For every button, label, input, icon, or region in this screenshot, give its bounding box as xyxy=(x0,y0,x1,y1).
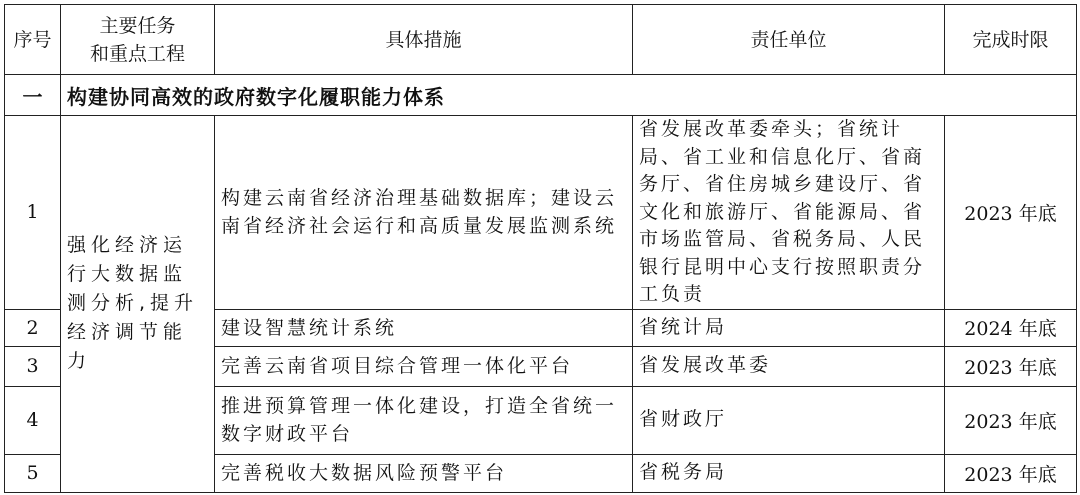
task-table xyxy=(4,4,1077,493)
row-unit: 省财政厅 xyxy=(633,386,945,454)
header-task xyxy=(61,5,215,75)
header-task-line2: 和重点工程 xyxy=(89,42,185,65)
row-unit: 省发展改革委 xyxy=(633,346,945,386)
header-measures: 具体措施 xyxy=(215,5,633,75)
row-measures: 完善税收大数据风险预警平台 xyxy=(215,454,633,492)
row-deadline: 2023 年底 xyxy=(945,116,1077,310)
header-unit: 责任单位 xyxy=(633,5,945,75)
section-no: 一 xyxy=(5,75,61,116)
row-no: 3 xyxy=(5,346,61,386)
row-unit: 省统计局 xyxy=(633,309,945,346)
row-deadline: 2023 年底 xyxy=(945,454,1077,492)
row-deadline: 2024 年底 xyxy=(945,309,1077,346)
header-task-line1: 主要任务 xyxy=(99,14,176,37)
header-no: 序号 xyxy=(5,5,61,75)
row-deadline: 2023 年底 xyxy=(945,386,1077,454)
row-deadline: 2023 年底 xyxy=(945,346,1077,386)
row-measures: 构建云南省经济治理基础数据库；建设云南省经济社会运行和高质量发展监测系统 xyxy=(215,116,633,310)
table-row xyxy=(5,116,1077,310)
row-measures: 建设智慧统计系统 xyxy=(215,309,633,346)
header-row xyxy=(5,5,1077,75)
section-title: 构建协同高效的政府数字化履职能力体系 xyxy=(61,75,1077,116)
row-no: 1 xyxy=(5,116,61,310)
header-deadline: 完成时限 xyxy=(945,5,1077,75)
row-no: 5 xyxy=(5,454,61,492)
task-cell: 强化经济运行大数据监测分析,提升经济调节能力 xyxy=(61,116,215,493)
row-unit: 省发展改革委牵头；省统计局、省工业和信息化厅、省商务厅、省住房城乡建设厅、省文化和旅游厅、省能源局、省市场监管局、省税务局、人民银行昆明中心支行按照职责分工负责 xyxy=(633,116,945,310)
row-measures: 推进预算管理一体化建设，打造全省统一数字财政平台 xyxy=(215,386,633,454)
section-row xyxy=(5,75,1077,116)
row-measures: 完善云南省项目综合管理一体化平台 xyxy=(215,346,633,386)
row-no: 2 xyxy=(5,309,61,346)
row-unit: 省税务局 xyxy=(633,454,945,492)
row-no: 4 xyxy=(5,386,61,454)
